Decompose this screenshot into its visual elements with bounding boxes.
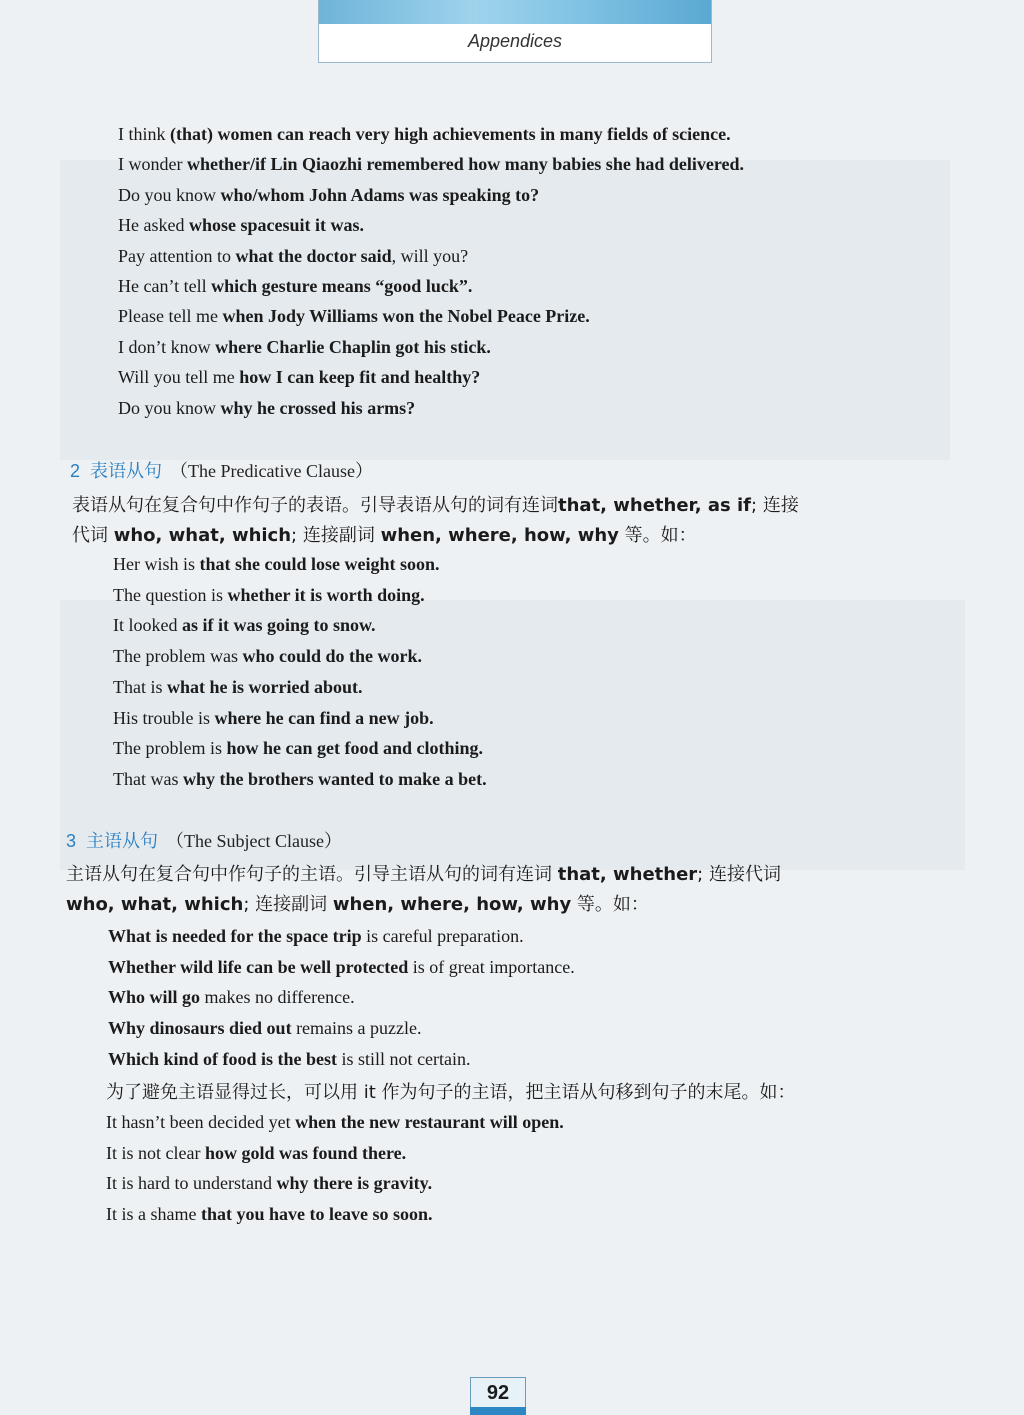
text-run: ; 连接副词 [291, 525, 381, 546]
text-run: I wonder [118, 154, 187, 175]
section-title-en: （The Subject Clause） [166, 831, 342, 851]
bold-run: why he crossed his arms? [220, 397, 416, 418]
bold-run: who could do the work. [242, 646, 422, 667]
example-sentence [108, 985, 355, 1009]
text-run: Pay attention to [118, 245, 236, 266]
bold-run: as if it was going to snow. [182, 615, 376, 636]
bold-run: that, whether [557, 864, 698, 885]
text-run: That is [113, 676, 167, 697]
example-sentence [118, 335, 491, 359]
example-sentence [108, 924, 524, 948]
text-run: I don’t know [118, 336, 216, 357]
bold-run: when Jody Williams won the Nobel Peace Prize. [222, 306, 590, 327]
bold-run: Which kind of food is the best [108, 1048, 338, 1069]
text-run: 表语从句在复合句中作句子的表语。引导表语从句的词有连词 [72, 495, 558, 516]
section-2-heading [70, 459, 373, 484]
example-sentence [108, 955, 575, 979]
bold-run: why there is gravity. [276, 1173, 433, 1194]
example-sentence [113, 644, 422, 668]
example-sentence [113, 767, 487, 791]
example-sentence [118, 244, 468, 268]
intro-line [72, 524, 697, 548]
example-sentence [118, 365, 480, 389]
text-run: It is hard to understand [106, 1173, 277, 1194]
intro-line [66, 893, 649, 917]
example-sentence [113, 552, 440, 576]
header-title: Appendices [467, 31, 563, 51]
bold-run: how gold was found there. [204, 1142, 407, 1163]
text-run: Do you know [118, 397, 221, 418]
bold-run: (that) women can reach very high achievements in many fields of science. [170, 124, 731, 144]
section-3-heading [66, 829, 342, 854]
text-run: It looked [113, 615, 182, 636]
text-run: The problem is [113, 738, 227, 759]
example-sentence [106, 1141, 406, 1165]
example-sentence [113, 736, 483, 760]
text-run: Please tell me [118, 306, 223, 327]
example-sentence [108, 1016, 422, 1040]
bold-run: who, what, which [66, 894, 244, 915]
example-sentence [108, 1047, 471, 1071]
text-run: Do you know [118, 184, 221, 205]
bold-run: that she could lose weight soon. [199, 554, 440, 574]
text-run: ; 连接代词 [697, 864, 781, 885]
page-number: 92 [470, 1377, 526, 1409]
text-run: The question is [113, 584, 228, 605]
page-number-bar [470, 1407, 526, 1415]
text-run: 代词 [72, 525, 114, 546]
section-title-en: （The Predicative Clause） [170, 461, 373, 481]
text-run: He asked [118, 215, 189, 236]
bold-run: that, whether, as if [558, 495, 752, 516]
section-title-cn: 表语从句 [90, 461, 163, 482]
example-sentence [106, 1171, 432, 1195]
bold-run: what he is worried about. [167, 676, 363, 697]
bold-run: whose spacesuit it was. [188, 215, 364, 236]
bold-run: when the new restaurant will open. [295, 1112, 564, 1132]
bold-run: where Charlie Chaplin got his stick. [215, 336, 491, 357]
bold-run: who/whom John Adams was speaking to? [220, 184, 540, 205]
bold-run: which gesture means “good luck”. [211, 276, 473, 296]
example-sentence [118, 152, 744, 176]
bold-run: Why dinosaurs died out [108, 1018, 292, 1039]
text-run: is of great importance. [408, 956, 575, 977]
text-run: He can’t tell [118, 276, 212, 296]
text-run: It is not clear [106, 1142, 205, 1163]
section-number: 2 [70, 461, 81, 481]
intro-line [66, 863, 781, 887]
text-run: The problem was [113, 646, 243, 667]
text-run: ; 连接 [751, 495, 799, 516]
example-sentence [106, 1110, 564, 1134]
section-title-cn: 主语从句 [86, 831, 159, 852]
example-sentence [118, 274, 472, 298]
bold-run: whether it is worth doing. [227, 584, 425, 605]
bold-run: Who will go [108, 987, 201, 1008]
example-sentence [113, 706, 434, 730]
text-run: is still not certain. [337, 1048, 471, 1069]
bold-run: why the brothers wanted to make a bet. [182, 768, 487, 789]
bold-run: Whether wild life can be well protected [108, 956, 409, 977]
bold-run: where he can find a new job. [214, 707, 434, 728]
example-sentence [113, 613, 376, 637]
example-sentence [118, 396, 415, 420]
text-run: 为了避免主语显得过长，可以用 it 作为句子的主语，把主语从句移到句子的末尾。如： [106, 1082, 796, 1103]
section-number: 3 [66, 831, 77, 851]
text-run: His trouble is [113, 707, 215, 728]
example-sentence [113, 583, 425, 607]
example-sentence [118, 213, 364, 237]
bold-run: whether/if Lin Qiaozhi remembered how many babies she had delivered. [186, 154, 744, 175]
bold-run: that you have to leave so soon. [200, 1204, 433, 1225]
text-run: 等。如： [618, 525, 697, 546]
text-run: Her wish is [113, 554, 200, 574]
bold-run: how I can keep fit and healthy? [239, 367, 481, 388]
bold-run: who, what, which [113, 525, 292, 546]
text-run: makes no difference. [200, 987, 355, 1008]
text-run: I think [118, 124, 170, 144]
text-run: ; 连接副词 [243, 894, 333, 915]
text-run: Will you tell me [118, 367, 240, 388]
text-run: It is a shame [106, 1204, 201, 1225]
header-decor-strip [319, 0, 711, 24]
example-sentence [106, 1202, 433, 1226]
note-line [106, 1081, 796, 1105]
header-tab [318, 0, 712, 63]
bold-run: when, where, how, why [380, 525, 619, 546]
text-run: That was [113, 768, 183, 789]
text-run: , will you? [391, 245, 469, 266]
example-sentence [118, 183, 539, 207]
text-run: is careful preparation. [361, 926, 524, 946]
example-sentence [113, 675, 363, 699]
bold-run: what the doctor said [235, 245, 392, 266]
text-run: It hasn’t been decided yet [106, 1112, 296, 1132]
bold-run: how he can get food and clothing. [226, 738, 484, 759]
text-run: 等。如： [571, 894, 649, 915]
text-run: 主语从句在复合句中作句子的主语。引导主语从句的词有连词 [66, 864, 558, 885]
intro-line [72, 494, 799, 518]
example-sentence [118, 122, 731, 146]
bold-run: What is needed for the space trip [108, 926, 362, 946]
text-run: remains a puzzle. [291, 1018, 422, 1039]
bold-run: when, where, how, why [332, 894, 572, 915]
example-sentence [118, 304, 590, 328]
